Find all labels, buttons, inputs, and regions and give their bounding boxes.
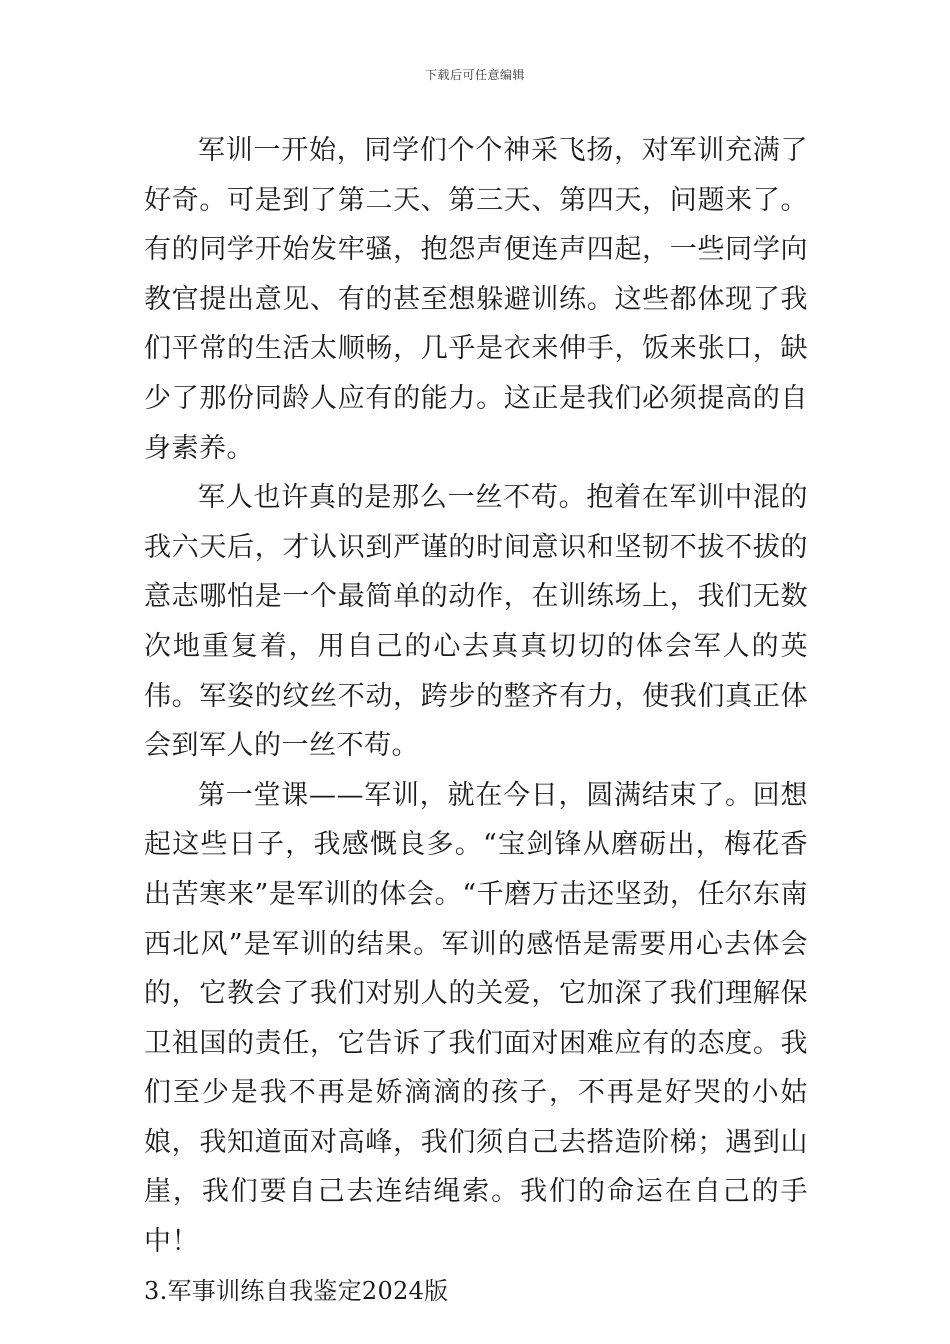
paragraph-3: 第一堂课——军训，就在今日，圆满结束了。回想起这些日子，我感慨良多。“宝剑锋从磨砺出，梅花香出苦寒来”是军训的体会。“千磨万击还坚劲，任尔东南西北风”是军训的结果。军训的感悟是需要用心去体会的，它教会了我们对别人的关爱，它加深了我们理解保卫祖国的责任，它告诉了我们面对困难应有的态度。我们至少是我不再是娇滴滴的孩子，不再是好哭的小姑娘，我知道面对高峰，我们须自己去搭造阶梯；遇到山崖，我们要自己去连结绳索。我们的命运在自己的手中！ xyxy=(144,779,808,1258)
document-body xyxy=(144,126,808,1316)
header-note: 下载后可任意编辑 xyxy=(424,68,525,82)
paragraph-1: 军训一开始，同学们个个神采飞扬，对军训充满了好奇。可是到了第二天、第三天、第四天，问题来了。有的同学开始发牢骚，抱怨声便连声四起，一些同学向教官提出意见、有的甚至想躲避训练。这些都体现了我们平常的生活太顺畅，几乎是衣来伸手，饭来张口，缺少了那份同龄人应有的能力。这正是我们必须提高的自身素养。 xyxy=(144,135,808,464)
section-heading: 3.军事训练自我鉴定2024版 xyxy=(144,1276,449,1305)
paragraph-2: 军人也许真的是那么一丝不苟。抱着在军训中混的我六天后，才认识到严谨的时间意识和坚韧不拔不拔的意志哪怕是一个最简单的动作，在训练场上，我们无数次地重复着，用自己的心去真真切切的体会军人的英伟。军姿的纹丝不动，跨步的整齐有力，使我们真正体会到军人的一丝不苟。 xyxy=(144,482,808,762)
